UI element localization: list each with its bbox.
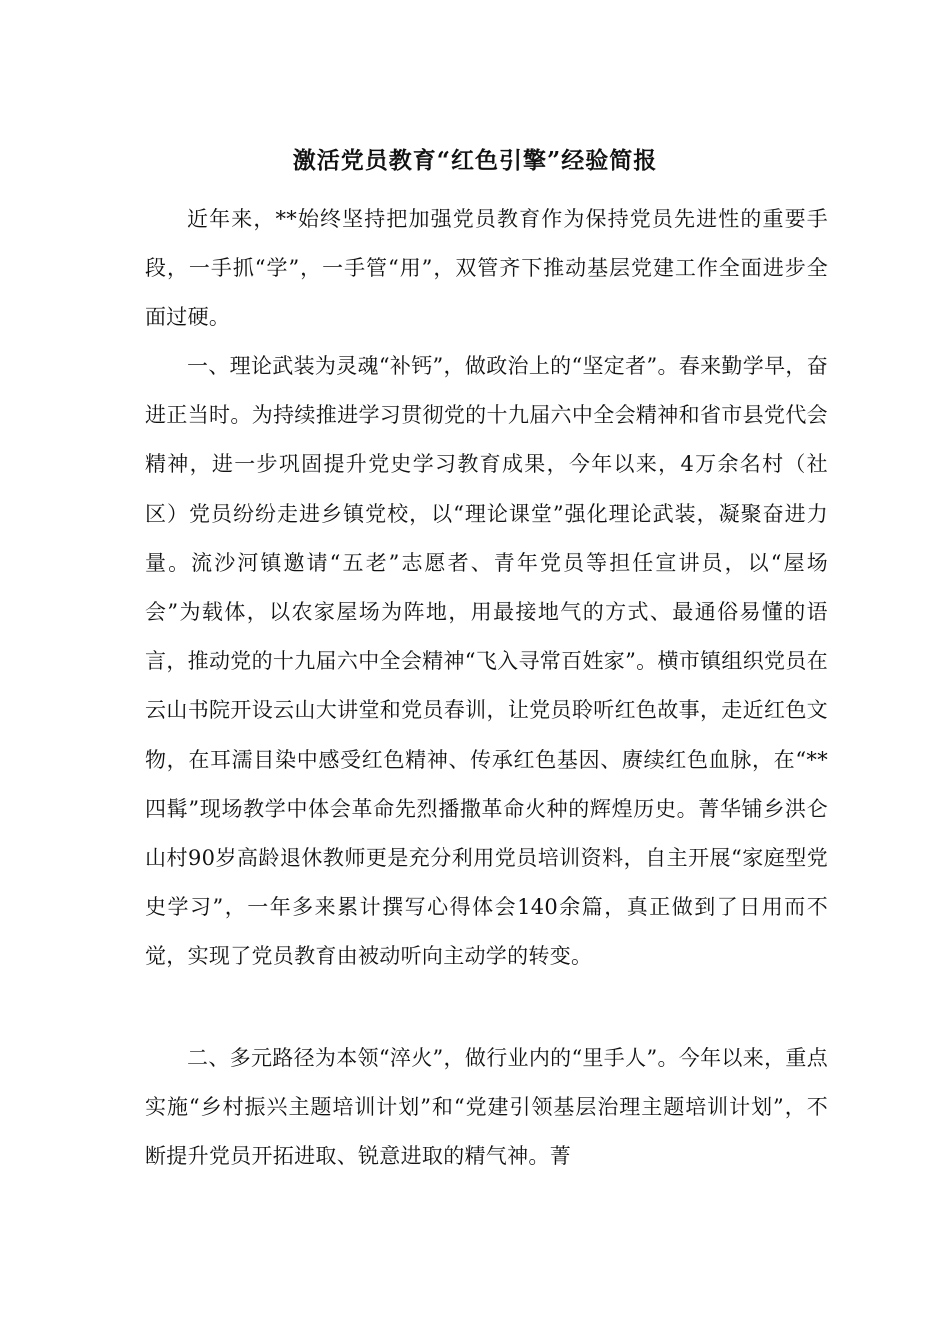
paragraph-intro: 近年来，**始终坚持把加强党员教育作为保持党员先进性的重要手段，一手抓“学”，一手管“用”，双管齐下推动基层党建工作全面进步全面过硬。: [145, 207, 828, 330]
paragraph-section-one: 一、理论武装为灵魂“补钙”，做政治上的“坚定者”。春来勤学早，奋进正当时。为持续推进学习贯彻党的十九届六中全会精神和省市县党代会精神，进一步巩固提升党史学习教育成果，今年以来，4万余名村（社区）党员纷纷走进乡镇党校，以“理论课堂”强化理论武装，凝聚奋进力量。流沙河镇邀请“五老”志愿者、青年党员等担任宣讲员，以“屋场会”为载体，以农家屋场为阵地，用最接地气的方式、最通俗易懂的语言，推动党的十九届六中全会精神“飞入寻常百姓家”。横市镇组织党员在云山书院开设云山大讲堂和党员春训，让党员聆听红色故事，走近红色文物，在耳濡目染中感受红色精神、传承红色基因、赓续红色血脉，在“**四髯”现场教学中体会革命先烈播撒革命火种的辉煌历史。菁华铺乡洪仑山村90岁高龄退休教师更是充分利用党员培训资料，自主开展“家庭型党史学习”，一年多来累计撰写心得体会140余篇，真正做到了日用而不觉，实现了党员教育由被动听向主动学的转变。: [145, 354, 828, 969]
document-title: 激活党员教育“红色引擎”经验简报: [292, 147, 658, 174]
paragraph-section-two: 二、多元路径为本领“淬火”，做行业内的“里手人”。今年以来，重点实施“乡村振兴主题培训计划”和“党建引领基层治理主题培训计划”，不断提升党员开拓进取、锐意进取的精气神。菁: [145, 1046, 828, 1169]
